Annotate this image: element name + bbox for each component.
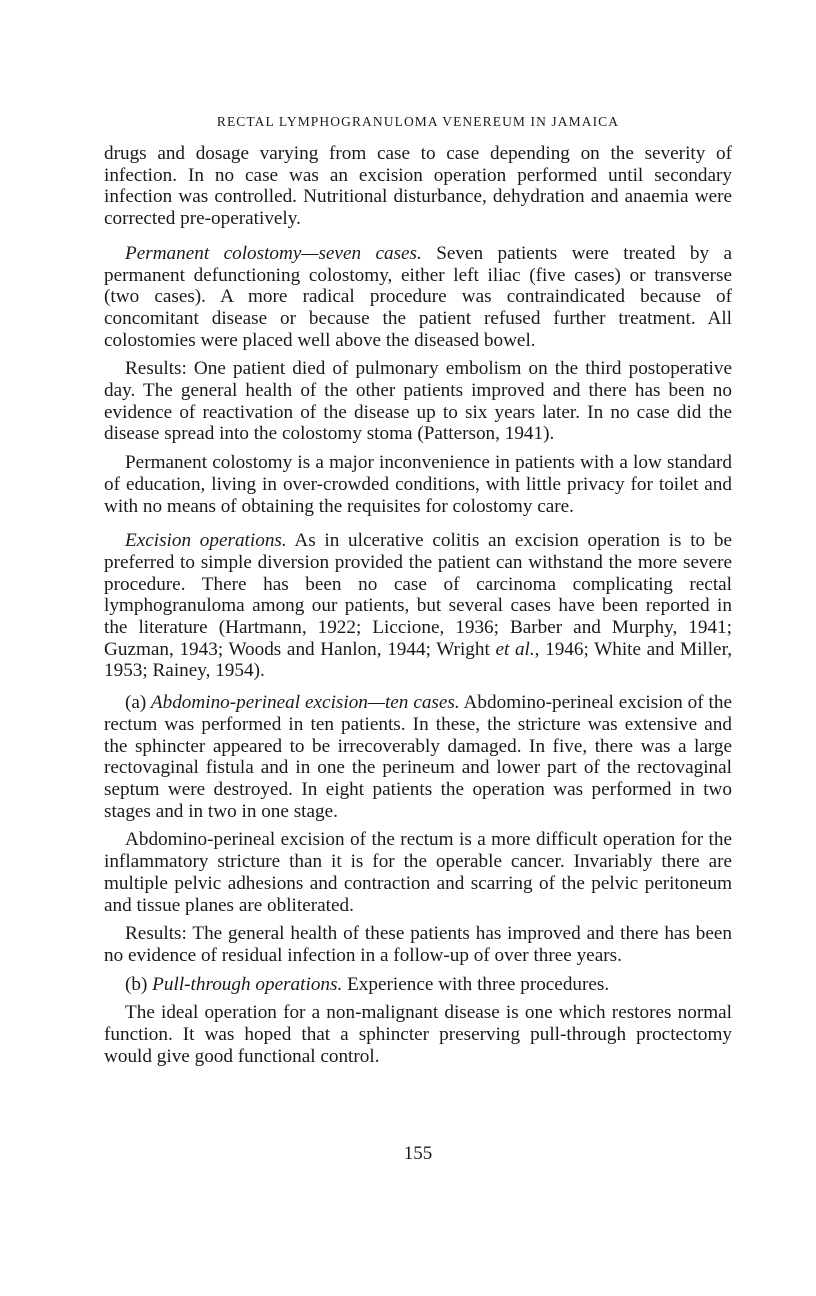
section-heading-permanent-colostomy: Permanent colostomy—seven cases. xyxy=(125,242,422,264)
paragraph-text: Seven patients were treated by a permanent defunctioning colostomy, either left iliac (five cases) or transverse (two cases). A more radical procedure was contraindicated because of concomitant disease or because the patient refused further treatment. All colostomies were placed well above the diseased bowel. xyxy=(104,242,732,351)
paragraph-pull-through-operations xyxy=(104,974,732,996)
citation-et-al: et al. xyxy=(495,638,535,660)
paragraph-permanent-colostomy xyxy=(104,243,732,352)
running-head: RECTAL LYMPHOGRANULOMA VENEREUM IN JAMAICA xyxy=(216,114,620,129)
paragraph-excision-operations xyxy=(104,530,732,682)
body-text xyxy=(104,143,732,1067)
paragraph-text: Experience with three procedures. xyxy=(342,973,610,995)
paragraph-ideal-operation: The ideal operation for a non-malignant disease is one which restores normal function. It was hoped that a sphincter preserving pull-through proctectomy would give good functional control. xyxy=(104,1002,732,1067)
section-heading-excision-operations: Excision operations. xyxy=(125,530,287,552)
page-number: 155 xyxy=(403,1143,433,1164)
paragraph-text: , 1946; White and Miller, 1953; Rainey, 1954). xyxy=(104,638,732,682)
paragraph-treatment-continuation: drugs and dosage varying from case to case depending on the severity of infection. In no case was an excision operation performed until secondary infection was controlled. Nutritional disturbance, dehydration and anaemia were corrected pre-operatively. xyxy=(104,143,732,230)
paragraph-colostomy-inconvenience: Permanent colostomy is a major inconvenience in patients with a low standard of education, living in over-crowded conditions, with little privacy for toilet and with no means of obtaining the requisites for colostomy care. xyxy=(104,452,732,517)
subsection-heading-pull-through: Pull-through operations. xyxy=(147,973,343,995)
paragraph-text: As in ulcerative colitis an excision operation is to be preferred to simple diversion provided the patient can withstand the more severe procedure. There has been no case of carcinoma complicating rectal lymphogranuloma among our patients, but several cases have been reported in the literature (Hartmann, 1922; Liccione, 1936; Barber and Murphy, 1941; Guzman, 1943; Woods and Hanlon, 1944; Wright xyxy=(104,530,732,660)
paragraph-colostomy-results: Results: One patient died of pulmonary embolism on the third postoperative day. The general health of the other patients improved and there has been no evidence of reactivation of the disease up to six years later. In no case did the disease spread into the colostomy stoma (Patterson, 1941). xyxy=(104,358,732,445)
paragraph-abdomino-perineal-excision xyxy=(104,692,732,822)
paragraph-excision-difficulty: Abdomino-perineal excision of the rectum is a more difficult operation for the inflammatory stricture than it is for the operable cancer. Invariably there are multiple pelvic adhesions and contraction and scarring of the pelvic peritoneum and tissue planes are obliterated. xyxy=(104,829,732,916)
subsection-heading-abdomino-perineal: Abdomino-perineal excision—ten cases. xyxy=(146,692,460,714)
subsection-label-a: (a) xyxy=(125,692,147,714)
subsection-label-b: (b) xyxy=(125,973,148,995)
paragraph-text: Abdomino-perineal excision of the rectum was performed in ten patients. In these, the stricture was extensive and the sphincter appeared to be irrecoverably damaged. In five, there was a large rectovaginal fistula and in one the perineum and lower part of the rectovaginal septum were destroyed. In eight patients the operation was performed in two stages and in two in one stage. xyxy=(104,692,732,822)
paragraph-excision-results: Results: The general health of these patients has improved and there has been no evidence of residual infection in a follow-up of over three years. xyxy=(104,923,732,966)
